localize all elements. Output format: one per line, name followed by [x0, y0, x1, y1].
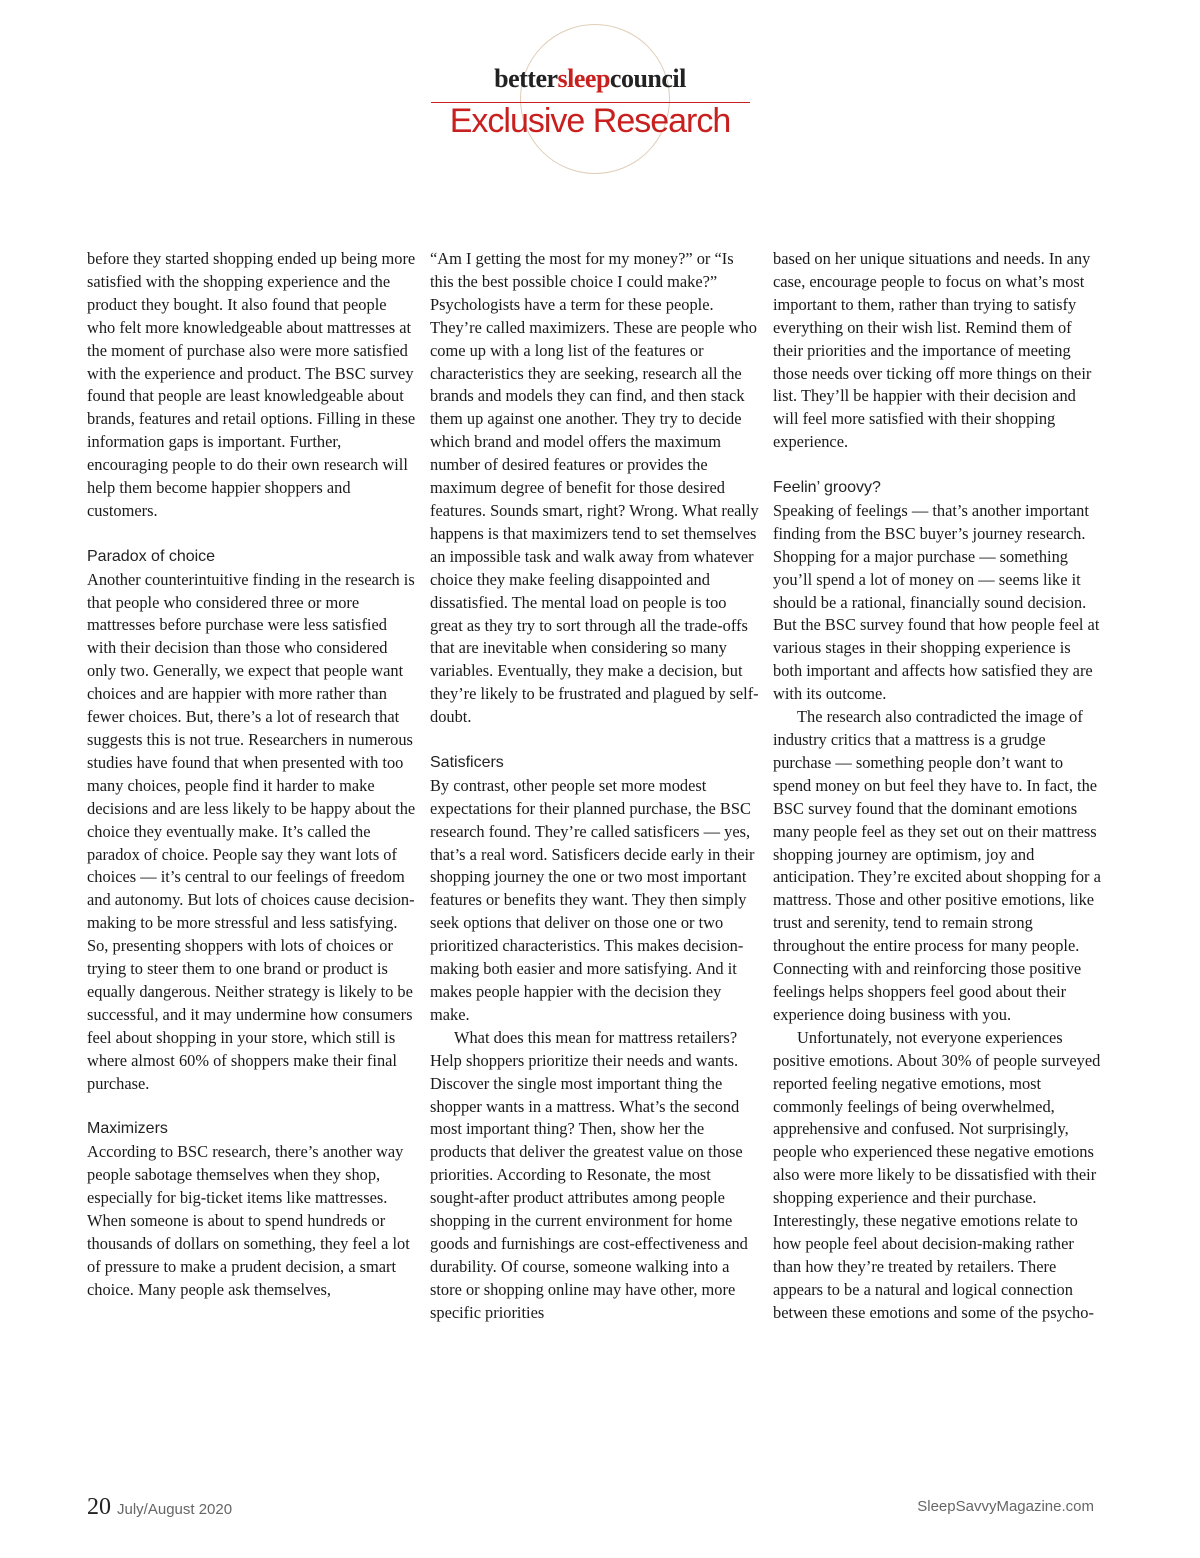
page-header [0, 0, 1200, 200]
body-paragraph: According to BSC research, there’s another way people sabotage themselves when they shop, especially for big-ticket items like mattresses. When someone is about to spend hundreds or thousands of dollars on something, they feel a lot of pressure to make a prudent decision, a smart choice. Many people ask themselves, [87, 1142, 410, 1299]
article-column-3 [773, 248, 1103, 1325]
body-paragraph: based on her unique situations and needs. In any case, encourage people to focus on what’s most important to them, rather than trying to satisfy everything on their wish list. Remind them of their priorities and the importance of meeting those needs over ticking off more things on their list. They’ll be happier with their decision and will feel more satisfied with their shopping experience. [773, 249, 1092, 452]
logo-text-council: council [609, 64, 686, 93]
section-heading: Satisficers [430, 753, 504, 771]
body-paragraph: What does this mean for mattress retailers? Help shoppers prioritize their needs and wants. Discover the single most important thing the shopper wants in a mattress. What’s the second most important thing? Then, show her the products that deliver the greatest value on those priorities. According to Resonate, the most sought-after product attributes among people shopping in the current environment for home goods and furnishings are cost-effectiveness and durability. Of course, someone walking into a store or shopping online may have other, more specific priorities [430, 1027, 748, 1322]
section-heading: Paradox of choice [87, 547, 216, 565]
article-column-1 [87, 248, 417, 1302]
footer-site: SleepSavvyMagazine.com [917, 1498, 1094, 1515]
page-number: 20 [87, 1494, 111, 1520]
body-paragraph: before they started shopping ended up being more satisfied with the shopping experience and the product they bought. It also found that people who felt more knowledgeable about mattresses at the moment of purchase also were more satisfied with the experience and product. The BSC survey found that people are least knowledgeable about brands, features and retail options. Filling in these information gaps is important. Further, encouraging people to do their own research will help them become happier shoppers and customers. [87, 249, 416, 520]
logo-text-better: better [494, 64, 558, 93]
logo-text-sleep: sleep [557, 64, 610, 93]
body-paragraph: By contrast, other people set more modest expectations for their planned purchase, the BSC research found. They’re called satisficers — yes, that’s a real word. Satisficers decide early in their shopping journey the one or two most important features or benefits they want. They then simply seek options that deliver on those one or two prioritized characteristics. This makes decision-making both easier and more satisfying. And it makes people happier with the decision they make. [430, 775, 755, 1024]
body-paragraph: Speaking of feelings — that’s another important finding from the BSC buyer’s journey research. Shopping for a major purchase — something you’ll spend a lot of money on — seems like it should be a rational, financially sound decision. But the BSC survey found that how people feel at various stages in their shopping experience is both important and affects how satisfied they are with its outcome. [773, 500, 1100, 704]
body-paragraph: “Am I getting the most for my money?” or “Is this the best possible choice I could make?” Psychologists have a term for these people. They’re called maximizers. These are people who come up with a long list of the features or characteristics they are seeking, research all the brands and models they can find, and then stack them up against one another. They try to decide which brand and model offers the maximum number of desired features or provides the maximum degree of benefit for those desired features. Sounds smart, right? Wrong. What really happens is that maximizers tend to set themselves an impossible task and walk away from whatever choice they make feeling disappointed and dissatisfied. The mental load on people is too great as they try to sort through all the trade-offs that are inevitable when considering so many variables. Eventually, they make a decision, but they’re likely to be frustrated and plagued by self-doubt. [430, 249, 759, 727]
logo-circle [520, 24, 670, 174]
better-sleep-council-logo [430, 64, 750, 94]
body-paragraph: Another counterintuitive finding in the research is that people who considered three or more mattresses before purchase were less satisfied with their decision than those who considered only two. Generally, we expect that people want choices and are happier with more rather than fewer choices. But, there’s a lot of research that suggests this is not true. Researchers in numerous studies have found that when presented with too many choices, people find it harder to make decisions and are less likely to be happy about the choice they eventually make. It’s called the paradox of choice. People say they want lots of choices — it’s central to our feelings of freedom and autonomy. But lots of choices cause decision-making to be more stressful and less satisfying. So, presenting shoppers with lots of choices or trying to steer them to one brand or product is equally dangerous. Neither strategy is likely to be successful, and it may undermine how consumers feel about shopping in your store, which still is where almost 60% of shoppers make their final purchase. [87, 569, 416, 1093]
section-title: Exclusive Research [449, 102, 731, 140]
body-paragraph: Unfortunately, not everyone experiences positive emotions. About 30% of people surveyed reported feeling negative emotions, most commonly feelings of being overwhelmed, apprehensive and confused. Not surprisingly, people who experienced these negative emotions also were more likely to be dissatisfied with their shopping experience and their purchase. Interestingly, these negative emotions relate to how people feel about decision-making rather than how they’re treated by retailers. There appears to be a natural and logical connection between these emotions and some of the psycho- [773, 1027, 1101, 1322]
issue-date: July/August 2020 [117, 1501, 233, 1518]
footer-left [87, 1494, 232, 1521]
body-paragraph: The research also contradicted the image of industry critics that a mattress is a grudge purchase — something people don’t want to spend money on but feel they have to. In fact, the BSC survey found that the dominant emotions many people feel as they set out on their mattress shopping journey are optimism, joy and anticipation. They’re excited about shopping for a mattress. Those and other positive emotions, like trust and serenity, tend to remain strong throughout the entire process for many people. Connecting with and reinforcing those positive feelings helps shoppers feel good about their experience doing business with you. [773, 707, 1101, 1024]
article-column-2 [430, 248, 760, 1325]
section-heading: Maximizers [87, 1120, 168, 1138]
section-heading: Feelin’ groovy? [773, 479, 881, 497]
